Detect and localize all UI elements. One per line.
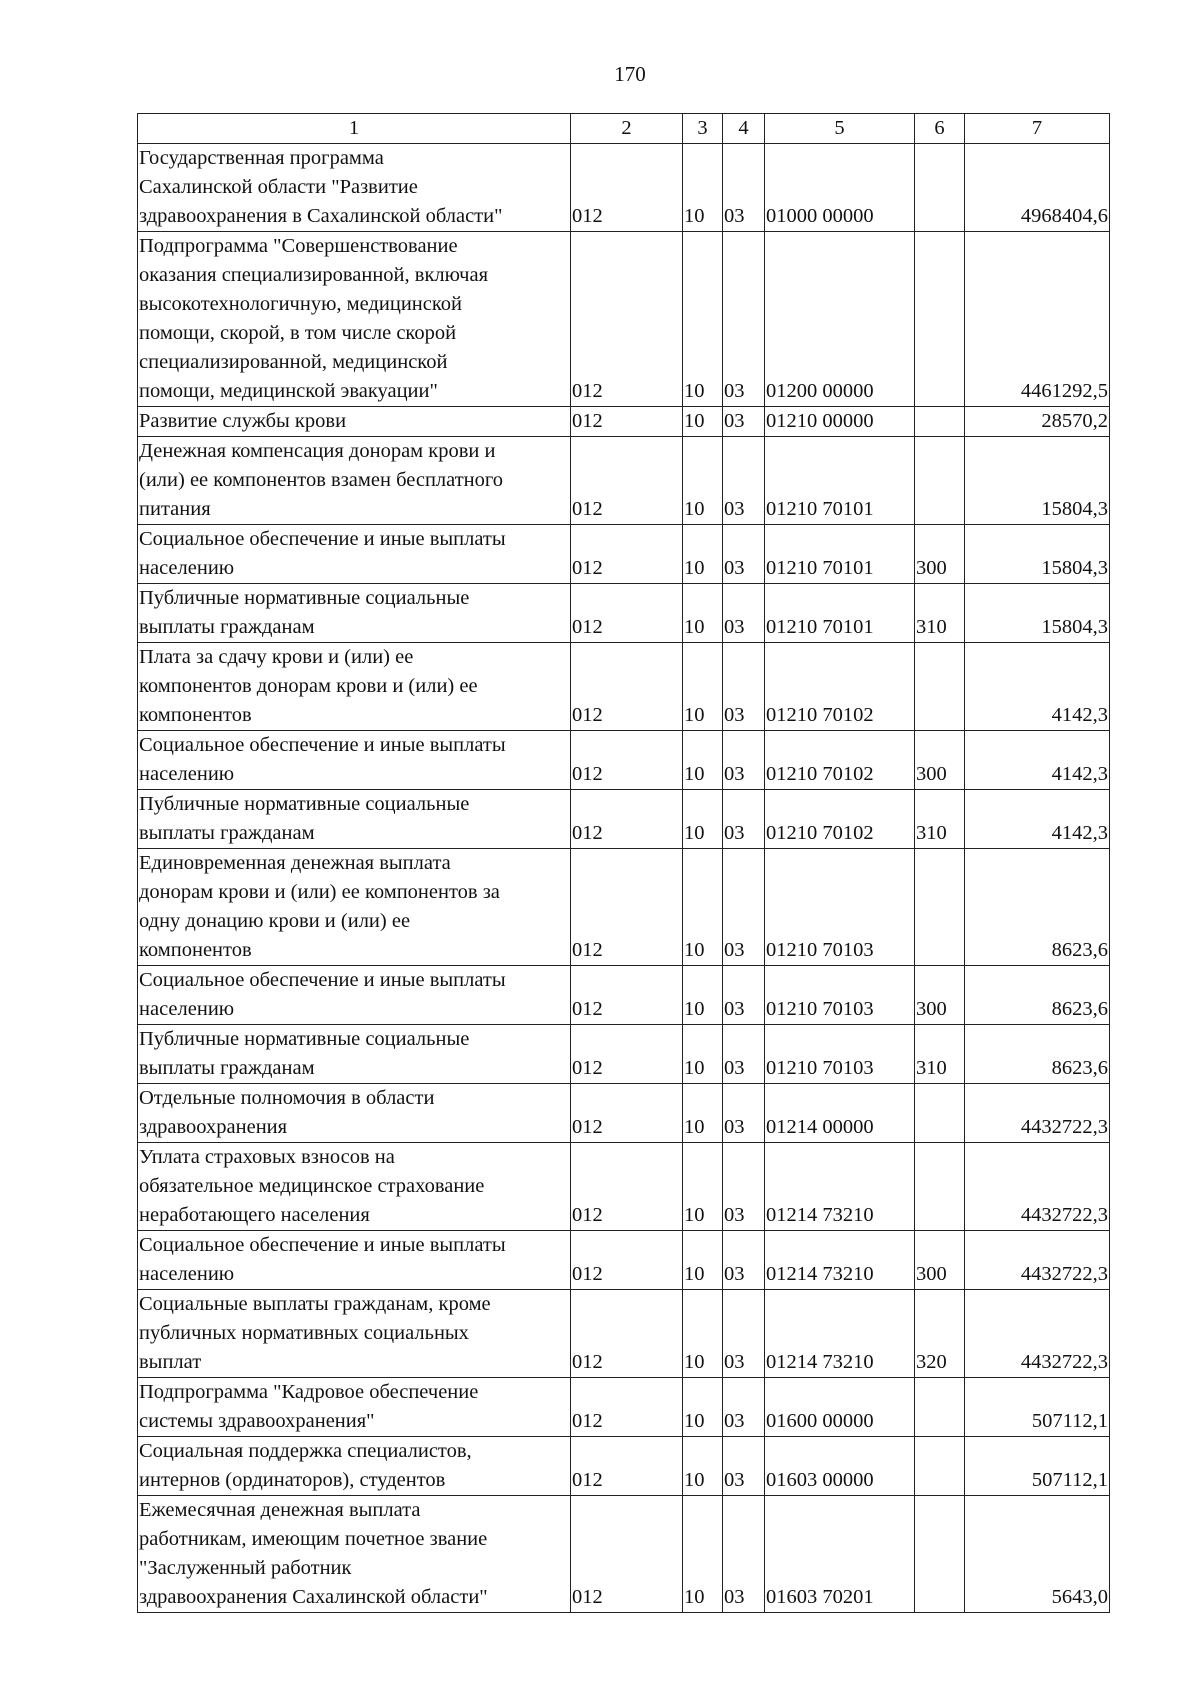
target-article-cell: 01603 70201 <box>765 1496 915 1613</box>
page-number: 170 <box>614 62 646 86</box>
item-name-line: выплаты гражданам <box>139 822 315 844</box>
section-code-cell: 10 <box>683 731 723 790</box>
item-name-line: Публичные нормативные социальные <box>139 793 470 815</box>
ministry-code-cell: 012 <box>571 525 683 584</box>
expense-type-cell: 310 <box>915 584 965 643</box>
subsection-code-cell: 03 <box>723 1378 765 1437</box>
item-name-cell <box>138 1290 571 1378</box>
item-name-line: здравоохранения <box>139 1116 288 1138</box>
table-row <box>138 1437 1110 1496</box>
item-name-line: населению <box>139 1263 235 1285</box>
item-name-cell <box>138 1084 571 1143</box>
section-code-cell: 10 <box>683 1290 723 1378</box>
header-cell: 2 <box>571 114 683 144</box>
expense-type-cell <box>915 1084 965 1143</box>
ministry-code-cell: 012 <box>571 1231 683 1290</box>
section-code-cell: 10 <box>683 1437 723 1496</box>
expense-type-cell <box>915 144 965 232</box>
table-row <box>138 584 1110 643</box>
table-row <box>138 849 1110 966</box>
item-name-cell <box>138 1025 571 1084</box>
expense-type-cell <box>915 407 965 437</box>
table-row <box>138 144 1110 232</box>
ministry-code-cell: 012 <box>571 144 683 232</box>
item-name-line: Развитие службы крови <box>139 410 347 432</box>
item-name-line: Публичные нормативные социальные <box>139 587 470 609</box>
subsection-code-cell: 03 <box>723 584 765 643</box>
target-article-cell: 01210 70102 <box>765 643 915 731</box>
expense-type-cell <box>915 1496 965 1613</box>
amount-cell: 15804,3 <box>965 584 1110 643</box>
subsection-code-cell: 03 <box>723 144 765 232</box>
item-name-line: Публичные нормативные социальные <box>139 1028 470 1050</box>
header-cell: 7 <box>965 114 1110 144</box>
amount-cell: 4432722,3 <box>965 1290 1110 1378</box>
ministry-code-cell: 012 <box>571 437 683 525</box>
expense-type-cell: 300 <box>915 966 965 1025</box>
subsection-code-cell: 03 <box>723 966 765 1025</box>
ministry-code-cell: 012 <box>571 232 683 407</box>
table-row <box>138 643 1110 731</box>
subsection-code-cell: 03 <box>723 407 765 437</box>
ministry-code-cell: 012 <box>571 1025 683 1084</box>
item-name-line: Подпрограмма "Совершенствование <box>139 235 458 257</box>
section-code-cell: 10 <box>683 1496 723 1613</box>
ministry-code-cell: 012 <box>571 966 683 1025</box>
target-article-cell: 01214 00000 <box>765 1084 915 1143</box>
amount-cell: 4968404,6 <box>965 144 1110 232</box>
item-name-line: обязательное медицинское страхование <box>139 1175 485 1197</box>
table-row <box>138 1496 1110 1613</box>
target-article-cell: 01210 70101 <box>765 437 915 525</box>
item-name-cell <box>138 1496 571 1613</box>
table-row <box>138 407 1110 437</box>
section-code-cell: 10 <box>683 1378 723 1437</box>
subsection-code-cell: 03 <box>723 1025 765 1084</box>
amount-cell: 15804,3 <box>965 437 1110 525</box>
item-name-line: Ежемесячная денежная выплата <box>139 1499 421 1521</box>
amount-cell: 4432722,3 <box>965 1084 1110 1143</box>
subsection-code-cell: 03 <box>723 525 765 584</box>
amount-cell: 4432722,3 <box>965 1231 1110 1290</box>
target-article-cell: 01210 70102 <box>765 731 915 790</box>
subsection-code-cell: 03 <box>723 731 765 790</box>
item-name-line: компонентов донорам крови и (или) ее <box>139 675 478 697</box>
section-code-cell: 10 <box>683 1231 723 1290</box>
item-name-line: публичных нормативных социальных <box>139 1322 469 1344</box>
section-code-cell: 10 <box>683 966 723 1025</box>
section-code-cell: 10 <box>683 525 723 584</box>
target-article-cell: 01000 00000 <box>765 144 915 232</box>
item-name-line: Денежная компенсация донорам крови и <box>139 440 496 462</box>
table-row <box>138 1378 1110 1437</box>
item-name-line: населению <box>139 557 235 579</box>
item-name-line: Социальное обеспечение и иные выплаты <box>139 528 506 550</box>
item-name-line: Плата за сдачу крови и (или) ее <box>139 646 414 668</box>
amount-cell: 8623,6 <box>965 966 1110 1025</box>
amount-cell: 4432722,3 <box>965 1143 1110 1231</box>
target-article-cell: 01214 73210 <box>765 1231 915 1290</box>
section-code-cell: 10 <box>683 1084 723 1143</box>
header-cell: 5 <box>765 114 915 144</box>
item-name-line: Государственная программа <box>139 147 384 169</box>
expense-type-cell: 320 <box>915 1290 965 1378</box>
amount-cell: 507112,1 <box>965 1378 1110 1437</box>
item-name-line: высокотехнологичную, медицинской <box>139 293 462 315</box>
item-name-line: Отдельные полномочия в области <box>139 1087 435 1109</box>
expense-type-cell: 300 <box>915 1231 965 1290</box>
amount-cell: 5643,0 <box>965 1496 1110 1613</box>
item-name-cell <box>138 1378 571 1437</box>
expense-type-cell: 310 <box>915 1025 965 1084</box>
item-name-line: помощи, медицинской эвакуации" <box>139 380 438 402</box>
item-name-line: Подпрограмма "Кадровое обеспечение <box>139 1381 479 1403</box>
ministry-code-cell: 012 <box>571 1143 683 1231</box>
section-code-cell: 10 <box>683 437 723 525</box>
expense-type-cell: 300 <box>915 731 965 790</box>
item-name-line: "Заслуженный работник <box>139 1557 352 1579</box>
table-row <box>138 966 1110 1025</box>
table-row <box>138 1084 1110 1143</box>
header-cell: 6 <box>915 114 965 144</box>
amount-cell: 507112,1 <box>965 1437 1110 1496</box>
header-cell: 3 <box>683 114 723 144</box>
amount-cell: 4142,3 <box>965 731 1110 790</box>
item-name-line: Уплата страховых взносов на <box>139 1146 395 1168</box>
expense-type-cell <box>915 1143 965 1231</box>
table-row <box>138 731 1110 790</box>
subsection-code-cell: 03 <box>723 1231 765 1290</box>
subsection-code-cell: 03 <box>723 643 765 731</box>
section-code-cell: 10 <box>683 407 723 437</box>
item-name-line: здравоохранения в Сахалинской области" <box>139 205 503 227</box>
item-name-line: специализированной, медицинской <box>139 351 448 373</box>
item-name-cell <box>138 731 571 790</box>
amount-cell: 4142,3 <box>965 643 1110 731</box>
header-cell: 1 <box>138 114 571 144</box>
target-article-cell: 01210 70102 <box>765 790 915 849</box>
ministry-code-cell: 012 <box>571 790 683 849</box>
item-name-cell <box>138 849 571 966</box>
target-article-cell: 01210 70101 <box>765 584 915 643</box>
expense-type-cell: 310 <box>915 790 965 849</box>
item-name-line: Социальное обеспечение и иные выплаты <box>139 969 506 991</box>
header-row <box>138 114 1110 144</box>
table-row <box>138 1231 1110 1290</box>
item-name-line: системы здравоохранения" <box>139 1410 375 1432</box>
target-article-cell: 01200 00000 <box>765 232 915 407</box>
ministry-code-cell: 012 <box>571 849 683 966</box>
item-name-line: выплат <box>139 1351 202 1373</box>
item-name-line: компонентов <box>139 704 252 726</box>
item-name-line: Социальные выплаты гражданам, кроме <box>139 1293 491 1315</box>
table-row <box>138 1025 1110 1084</box>
section-code-cell: 10 <box>683 643 723 731</box>
item-name-line: Единовременная денежная выплата <box>139 852 451 874</box>
ministry-code-cell: 012 <box>571 1378 683 1437</box>
section-code-cell: 10 <box>683 584 723 643</box>
expense-type-cell <box>915 849 965 966</box>
budget-table <box>137 113 1110 1613</box>
item-name-line: выплаты гражданам <box>139 1057 315 1079</box>
section-code-cell: 10 <box>683 1143 723 1231</box>
target-article-cell: 01210 70101 <box>765 525 915 584</box>
section-code-cell: 10 <box>683 849 723 966</box>
item-name-line: населению <box>139 763 235 785</box>
item-name-cell <box>138 1143 571 1231</box>
amount-cell: 15804,3 <box>965 525 1110 584</box>
target-article-cell: 01210 70103 <box>765 1025 915 1084</box>
ministry-code-cell: 012 <box>571 584 683 643</box>
item-name-line: неработающего населения <box>139 1204 370 1226</box>
ministry-code-cell: 012 <box>571 1084 683 1143</box>
target-article-cell: 01214 73210 <box>765 1290 915 1378</box>
item-name-line: Социальное обеспечение и иные выплаты <box>139 1234 506 1256</box>
item-name-cell <box>138 1231 571 1290</box>
target-article-cell: 01214 73210 <box>765 1143 915 1231</box>
subsection-code-cell: 03 <box>723 1437 765 1496</box>
item-name-line: интернов (ординаторов), студентов <box>139 1469 446 1491</box>
subsection-code-cell: 03 <box>723 790 765 849</box>
item-name-line: населению <box>139 998 235 1020</box>
item-name-cell <box>138 232 571 407</box>
item-name-cell <box>138 525 571 584</box>
item-name-cell <box>138 144 571 232</box>
amount-cell: 4142,3 <box>965 790 1110 849</box>
ministry-code-cell: 012 <box>571 1437 683 1496</box>
amount-cell: 8623,6 <box>965 1025 1110 1084</box>
subsection-code-cell: 03 <box>723 1496 765 1613</box>
section-code-cell: 10 <box>683 232 723 407</box>
item-name-line: выплаты гражданам <box>139 616 315 638</box>
item-name-line: Сахалинской области "Развитие <box>139 176 418 198</box>
section-code-cell: 10 <box>683 790 723 849</box>
ministry-code-cell: 012 <box>571 643 683 731</box>
item-name-line: Социальная поддержка специалистов, <box>139 1440 472 1462</box>
item-name-line: работникам, имеющим почетное звание <box>139 1528 488 1550</box>
table-row <box>138 232 1110 407</box>
target-article-cell: 01600 00000 <box>765 1378 915 1437</box>
table-row <box>138 790 1110 849</box>
subsection-code-cell: 03 <box>723 1084 765 1143</box>
item-name-line: (или) ее компонентов взамен бесплатного <box>139 469 504 491</box>
ministry-code-cell: 012 <box>571 1496 683 1613</box>
expense-type-cell <box>915 437 965 525</box>
item-name-cell <box>138 437 571 525</box>
item-name-line: компонентов <box>139 939 252 961</box>
section-code-cell: 10 <box>683 144 723 232</box>
amount-cell: 28570,2 <box>965 407 1110 437</box>
amount-cell: 8623,6 <box>965 849 1110 966</box>
item-name-line: питания <box>139 498 211 520</box>
item-name-cell <box>138 966 571 1025</box>
item-name-line: Социальное обеспечение и иные выплаты <box>139 734 506 756</box>
subsection-code-cell: 03 <box>723 849 765 966</box>
item-name-line: оказания специализированной, включая <box>139 264 489 286</box>
header-cell: 4 <box>723 114 765 144</box>
table-row <box>138 1290 1110 1378</box>
table-row <box>138 525 1110 584</box>
item-name-line: донорам крови и (или) ее компонентов за <box>139 881 500 903</box>
ministry-code-cell: 012 <box>571 407 683 437</box>
target-article-cell: 01210 70103 <box>765 849 915 966</box>
ministry-code-cell: 012 <box>571 731 683 790</box>
section-code-cell: 10 <box>683 1025 723 1084</box>
item-name-cell <box>138 790 571 849</box>
expense-type-cell <box>915 1378 965 1437</box>
item-name-cell <box>138 584 571 643</box>
amount-cell: 4461292,5 <box>965 232 1110 407</box>
item-name-line: здравоохранения Сахалинской области" <box>139 1586 488 1608</box>
item-name-cell <box>138 407 571 437</box>
target-article-cell: 01603 00000 <box>765 1437 915 1496</box>
table-row <box>138 437 1110 525</box>
target-article-cell: 01210 00000 <box>765 407 915 437</box>
target-article-cell: 01210 70103 <box>765 966 915 1025</box>
expense-type-cell <box>915 1437 965 1496</box>
subsection-code-cell: 03 <box>723 232 765 407</box>
item-name-line: помощи, скорой, в том числе скорой <box>139 322 457 344</box>
ministry-code-cell: 012 <box>571 1290 683 1378</box>
subsection-code-cell: 03 <box>723 1143 765 1231</box>
expense-type-cell <box>915 232 965 407</box>
expense-type-cell <box>915 643 965 731</box>
item-name-cell <box>138 1437 571 1496</box>
item-name-cell <box>138 643 571 731</box>
item-name-line: одну донацию крови и (или) ее <box>139 910 411 932</box>
expense-type-cell: 300 <box>915 525 965 584</box>
subsection-code-cell: 03 <box>723 437 765 525</box>
table-row <box>138 1143 1110 1231</box>
subsection-code-cell: 03 <box>723 1290 765 1378</box>
